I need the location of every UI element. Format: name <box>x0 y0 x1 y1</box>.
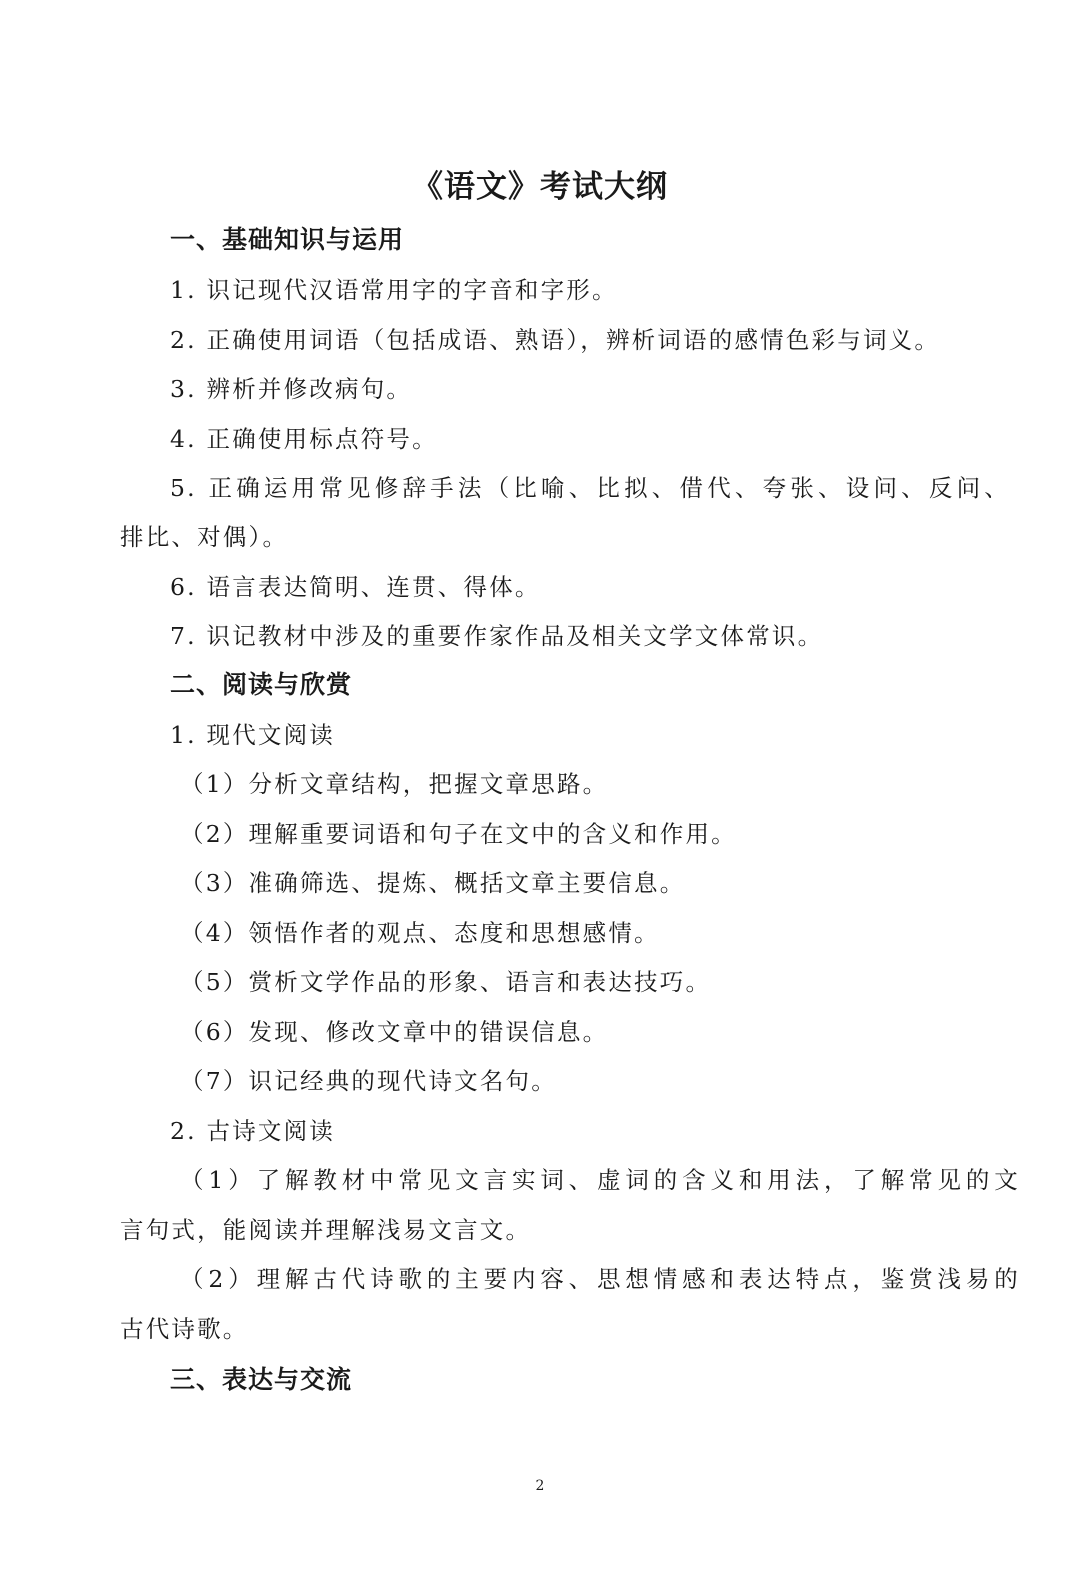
list-item: （2）理解古代诗歌的主要内容、思想情感和表达特点，鉴赏浅易的 <box>180 1265 1020 1293</box>
list-item: （3）准确筛选、提炼、概括文章主要信息。 <box>180 869 686 897</box>
list-item-continuation: 古代诗歌。 <box>120 1315 249 1343</box>
list-item: （4）领悟作者的观点、态度和思想感情。 <box>180 919 660 947</box>
list-item: （2）理解重要词语和句子在文中的含义和作用。 <box>180 820 737 848</box>
list-item: （5）赏析文学作品的形象、语言和表达技巧。 <box>180 968 712 996</box>
list-item: （1）了解教材中常见文言实词、虚词的含义和用法，了解常见的文 <box>180 1166 1020 1194</box>
page-number: 2 <box>535 1478 545 1494</box>
section-heading-expression: 三、表达与交流 <box>170 1365 353 1394</box>
list-item-continuation: 排比、对偶）。 <box>120 523 289 551</box>
list-item: 5. 正确运用常见修辞手法（比喻、比拟、借代、夸张、设问、反问、 <box>170 474 1010 502</box>
list-item: 2. 正确使用词语（包括成语、熟语），辨析词语的感情色彩与词义。 <box>170 326 941 354</box>
list-item: 3. 辨析并修改病句。 <box>170 375 413 403</box>
subsection-heading-modern-reading: 1. 现代文阅读 <box>170 721 335 749</box>
list-item: （1）分析文章结构，把握文章思路。 <box>180 770 609 798</box>
section-heading-reading: 二、阅读与欣赏 <box>170 670 353 699</box>
list-item: （7）识记经典的现代诗文名句。 <box>180 1067 557 1095</box>
section-heading-basic-knowledge: 一、基础知识与运用 <box>170 225 405 254</box>
list-item: 7. 识记教材中涉及的重要作家作品及相关文学文体常识。 <box>170 622 824 650</box>
list-item: （6）发现、修改文章中的错误信息。 <box>180 1018 609 1046</box>
document-title: 《语文》考试大纲 <box>412 169 668 205</box>
list-item-continuation: 言句式，能阅读并理解浅易文言文。 <box>120 1216 532 1244</box>
list-item: 1. 识记现代汉语常用字的字音和字形。 <box>170 276 618 304</box>
subsection-heading-classical-reading: 2. 古诗文阅读 <box>170 1117 335 1145</box>
list-item: 4. 正确使用标点符号。 <box>170 425 438 453</box>
list-item: 6. 语言表达简明、连贯、得体。 <box>170 573 541 601</box>
